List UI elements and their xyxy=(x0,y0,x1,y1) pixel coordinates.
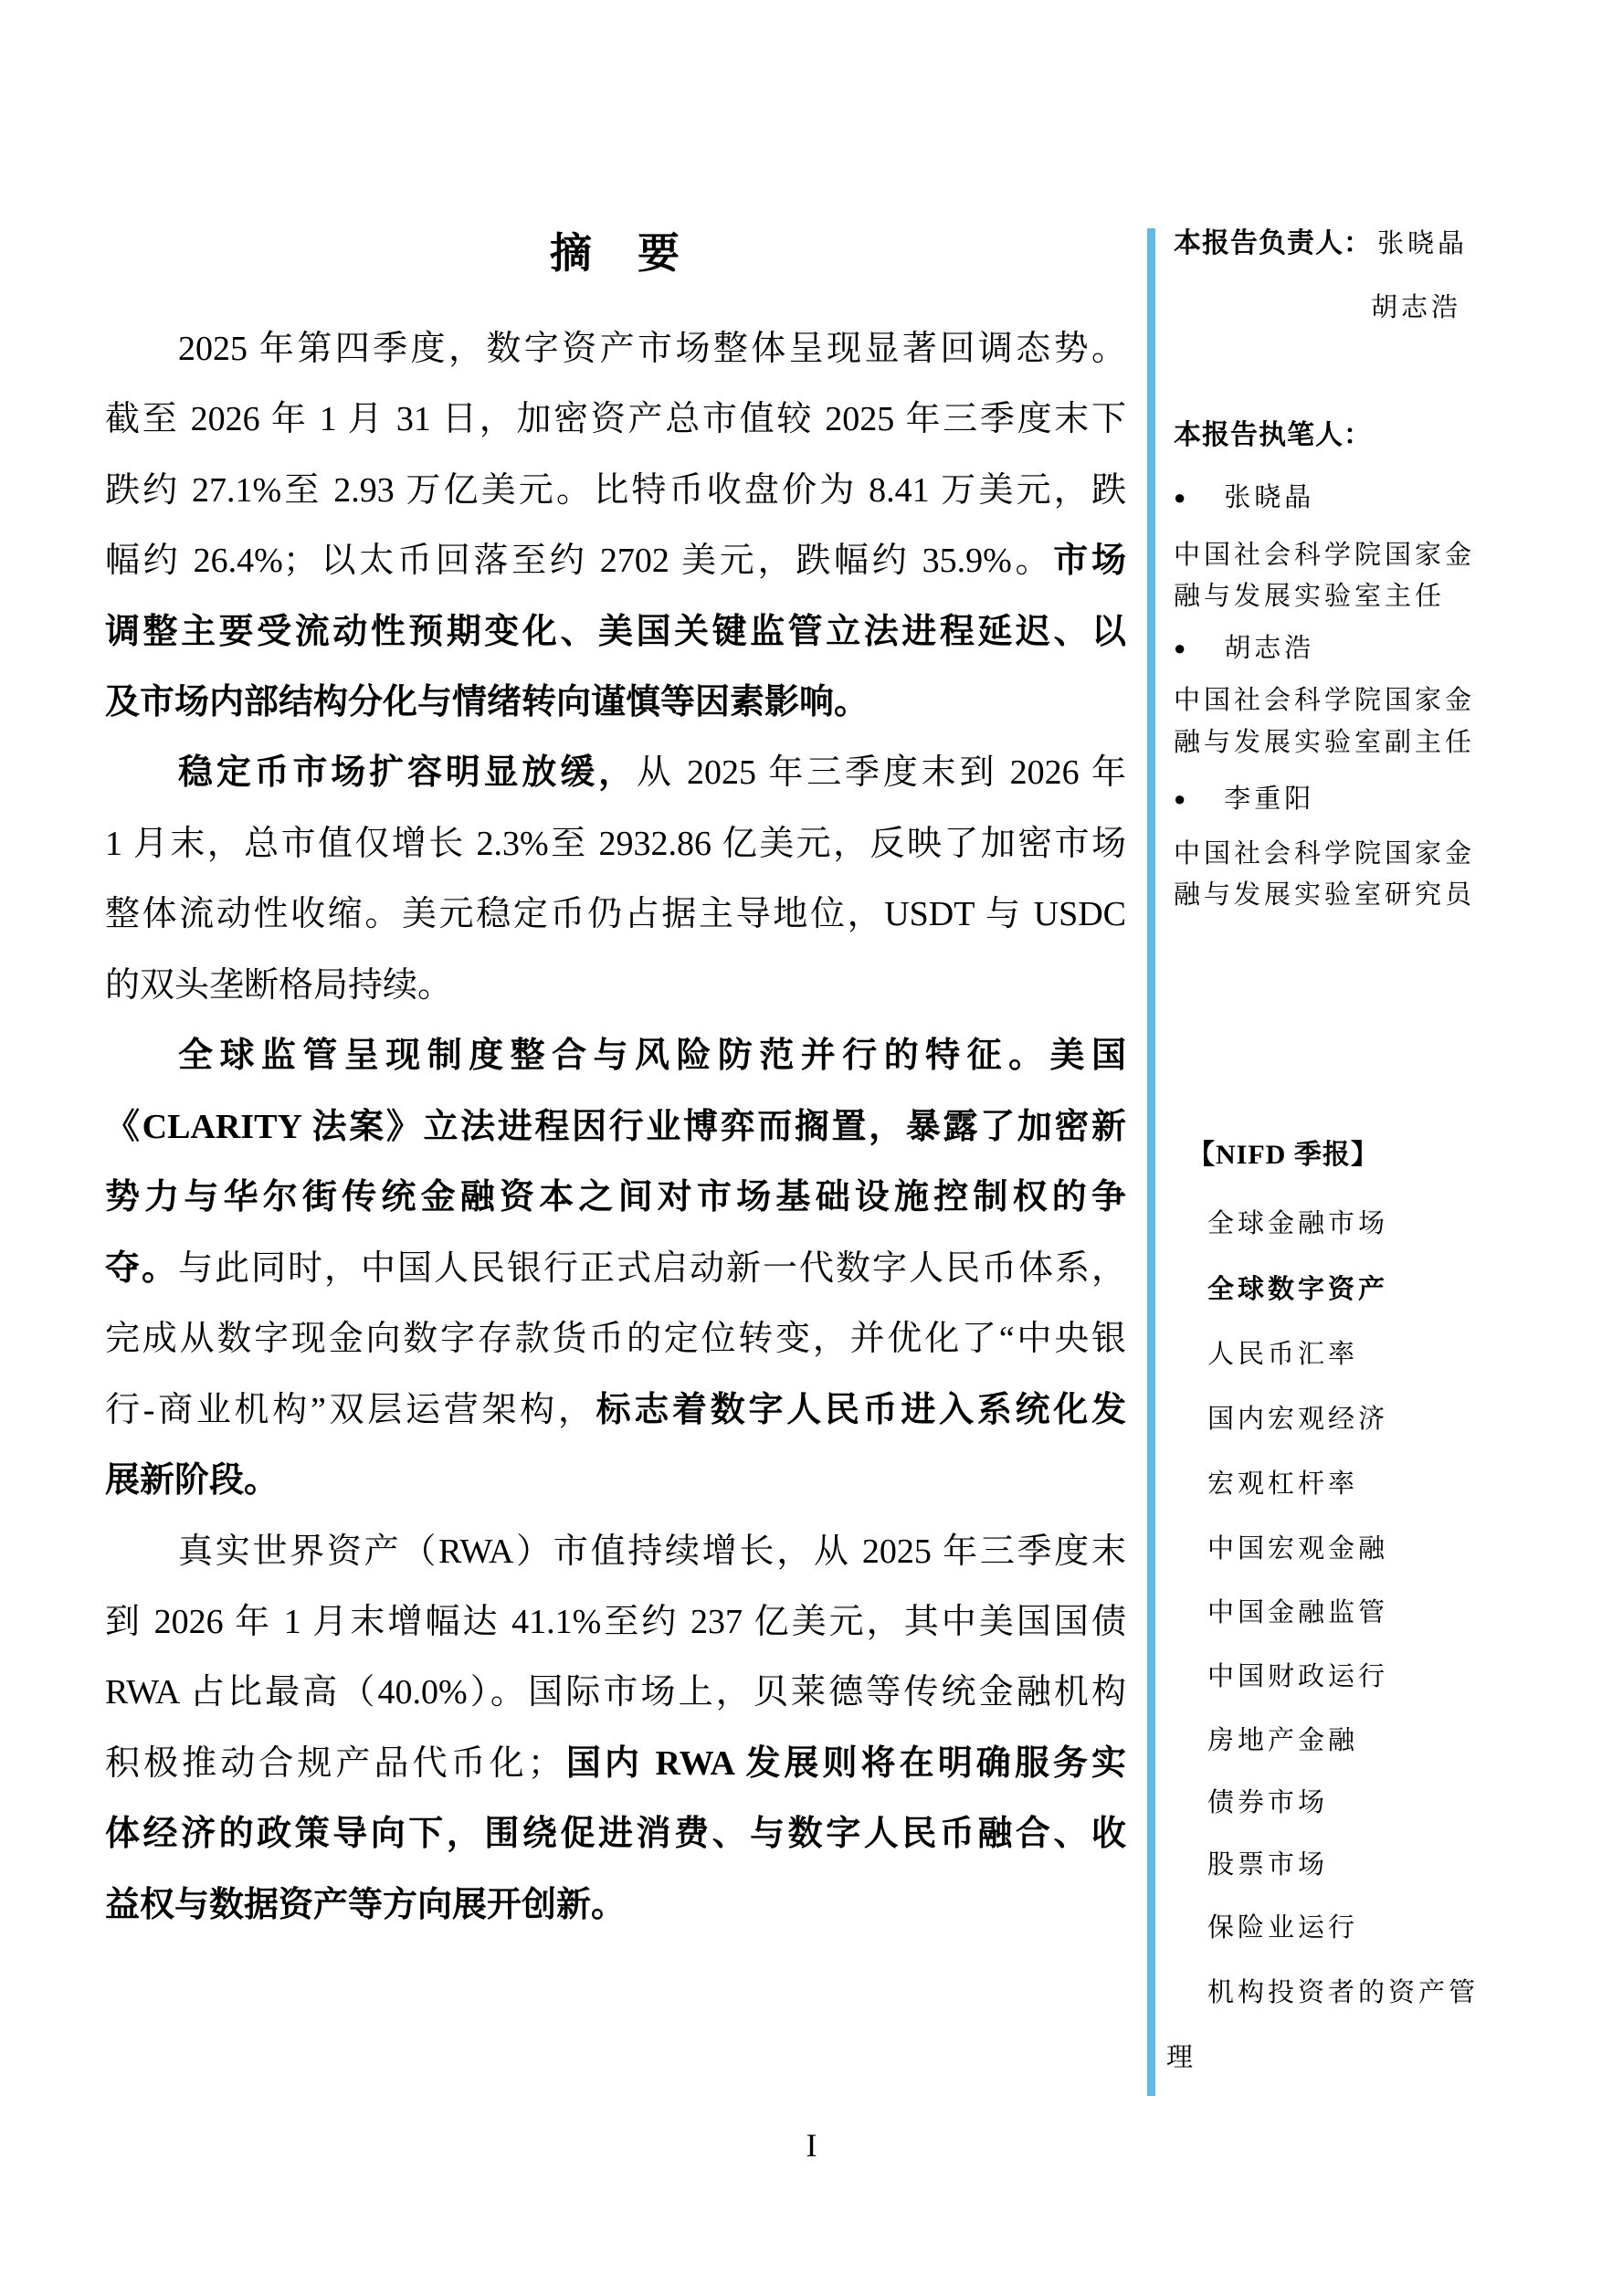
abstract-line: 全球监管呈现制度整合与风险防范并行的特征。美国 xyxy=(178,1037,1126,1075)
abstract-line: 行-商业机构”双层运营架构，标志着数字人民币进入系统化发 xyxy=(105,1391,1126,1429)
author-name: 李重阳 xyxy=(1224,785,1315,814)
abstract-line: 积极推动合规产品代币化；国内 RWA 发展则将在明确服务实 xyxy=(105,1744,1126,1783)
abstract-line: 真实世界资产（RWA）市值持续增长，从 2025 年三季度末 xyxy=(178,1532,1126,1571)
abstract-line: 益权与数据资产等方向展开创新。 xyxy=(105,1886,627,1924)
author-bullet-item xyxy=(1174,784,1314,815)
abstract-line: 截至 2026 年 1 月 31 日，加密资产总市值较 2025 年三季度末下 xyxy=(105,400,1126,438)
series-item: 中国金融监管 xyxy=(1207,1598,1389,1627)
abstract-line: 到 2026 年 1 月末增幅达 41.1%至约 237 亿美元，其中美国国债 xyxy=(105,1603,1126,1641)
abstract-line: 的双头垄断格局持续。 xyxy=(105,966,453,1005)
lead-name: 胡志浩 xyxy=(1371,293,1462,322)
bullet-icon: ● xyxy=(1174,637,1186,659)
bullet-icon: ● xyxy=(1174,486,1186,509)
lead-label: 本报告负责人： xyxy=(1174,228,1372,258)
abstract-line: 《CLARITY 法案》立法进程因行业博弈而搁置，暴露了加密新 xyxy=(105,1108,1126,1146)
series-item: 宏观杠杆率 xyxy=(1207,1469,1359,1499)
author-affiliation: 融与发展实验室研究员 xyxy=(1174,880,1476,910)
page-number: I xyxy=(806,2127,817,2164)
bullet-icon: ● xyxy=(1174,787,1186,810)
series-item: 房地产金融 xyxy=(1207,1726,1359,1755)
abstract-line: 调整主要受流动性预期变化、美国关键监管立法进程延迟、以 xyxy=(105,613,1126,651)
abstract-line: 跌约 27.1%至 2.93 万亿美元。比特币收盘价为 8.41 万美元，跌 xyxy=(105,471,1126,510)
author-bullet-item xyxy=(1174,633,1314,664)
series-item: 中国财政运行 xyxy=(1207,1662,1389,1691)
series-item: 全球金融市场 xyxy=(1207,1209,1389,1238)
abstract-line: 体经济的政策导向下，围绕促进消费、与数字人民币融合、收 xyxy=(105,1815,1126,1853)
series-item: 中国宏观金融 xyxy=(1207,1534,1389,1564)
report-lead-row xyxy=(1174,228,1468,259)
abstract-line: 整体流动性收缩。美元稳定币仍占据主导地位，USDT 与 USDC xyxy=(105,895,1126,933)
abstract-line: 2025 年第四季度，数字资产市场整体呈现显著回调态势。 xyxy=(178,330,1126,368)
author-affiliation: 融与发展实验室副主任 xyxy=(1174,728,1476,757)
abstract-line: 夺。与此同时，中国人民银行正式启动新一代数字人民币体系， xyxy=(105,1249,1126,1288)
series-label: 【NIFD 季报】 xyxy=(1187,1140,1379,1170)
abstract-line: 1 月末，总市值仅增长 2.3%至 2932.86 亿美元，反映了加密市场 xyxy=(105,825,1126,863)
author-affiliation: 融与发展实验室主任 xyxy=(1174,582,1446,611)
author-name: 胡志浩 xyxy=(1224,634,1315,663)
author-affiliation: 中国社会科学院国家金 xyxy=(1174,839,1476,869)
series-item: 保险业运行 xyxy=(1207,1913,1359,1943)
series-item-overflow: 理 xyxy=(1166,2043,1197,2072)
series-item: 债券市场 xyxy=(1207,1788,1329,1817)
abstract-line: 完成从数字现金向数字存款货币的定位转变，并优化了“中央银 xyxy=(105,1320,1126,1358)
series-item: 国内宏观经济 xyxy=(1207,1405,1389,1434)
abstract-line: 及市场内部结构分化与情绪转向谨慎等因素影响。 xyxy=(105,683,869,721)
author-affiliation: 中国社会科学院国家金 xyxy=(1174,686,1476,715)
abstract-line: 展新阶段。 xyxy=(105,1461,279,1500)
series-item: 股票市场 xyxy=(1207,1850,1329,1880)
abstract-line: 稳定币市场扩容明显放缓，从 2025 年三季度末到 2026 年 xyxy=(178,753,1126,792)
abstract-line: 幅约 26.4%；以太币回落至约 2702 美元，跌幅约 35.9%。市场 xyxy=(105,542,1126,580)
abstract-line: RWA 占比最高（40.0%）。国际市场上，贝莱德等传统金融机构 xyxy=(105,1673,1126,1711)
page-title: 摘 要 xyxy=(550,230,681,277)
lead-name: 张晓晶 xyxy=(1377,229,1469,258)
author-name: 张晓晶 xyxy=(1224,483,1315,512)
abstract-line: 势力与华尔街传统金融资本之间对市场基础设施控制权的争 xyxy=(105,1178,1126,1216)
sidebar-divider-line xyxy=(1147,228,1155,2096)
series-item: 机构投资者的资产管 xyxy=(1207,1978,1480,2007)
authors-label: 本报告执笔人： xyxy=(1174,420,1372,450)
author-affiliation: 中国社会科学院国家金 xyxy=(1174,541,1476,570)
series-item: 全球数字资产 xyxy=(1207,1275,1389,1304)
author-bullet-item xyxy=(1174,482,1314,513)
series-item: 人民币汇率 xyxy=(1207,1340,1359,1369)
